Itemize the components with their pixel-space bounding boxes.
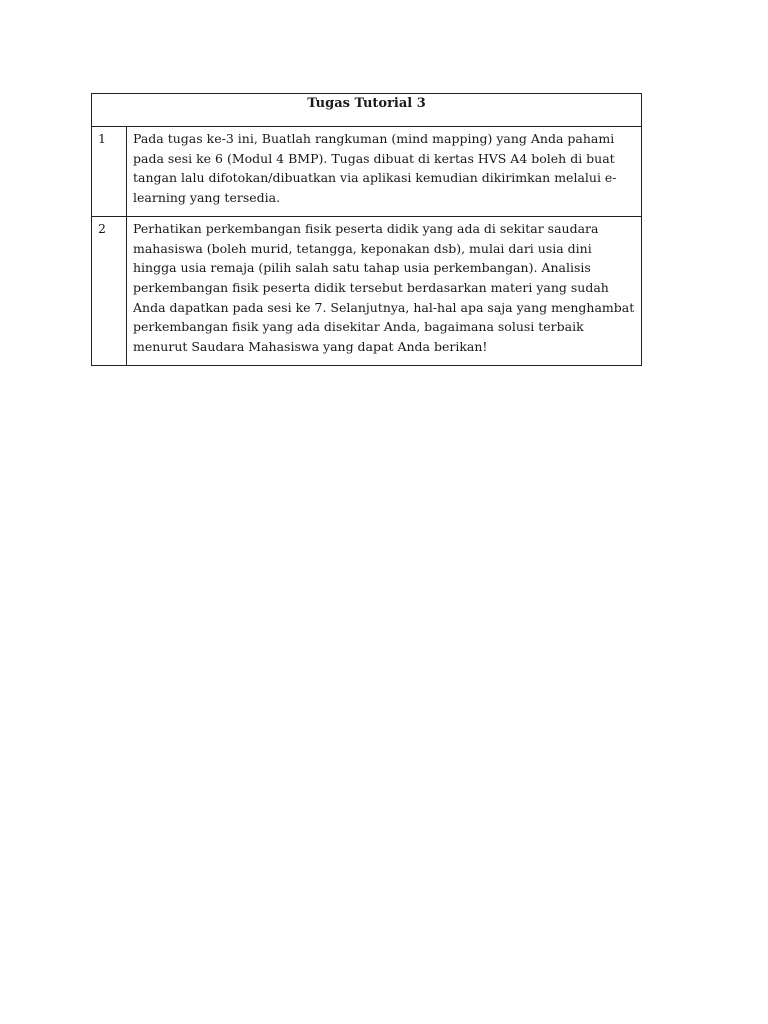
table-row [92, 127, 642, 217]
row-text: Perhatikan perkembangan fisik peserta didik yang ada di sekitar saudara mahasiswa (boleh murid, tetangga, keponakan dsb), mulai dari usia dini hingga usia remaja (pilih salah satu tahap usia perkembangan). Analisis perkembangan fisik peserta didik tersebut berdasarkan materi yang sudah Anda dapatkan pada sesi ke 7. Selanjutnya, hal-hal apa saja yang menghambat perkembangan fisik yang ada disekitar Anda, bagaimana solusi terbaik menurut Saudara Mahasiswa yang dapat Anda berikan! [127, 216, 642, 365]
table-header-row [92, 94, 642, 127]
assignment-table [91, 93, 642, 366]
table-title: Tugas Tutorial 3 [92, 94, 642, 127]
row-text: Pada tugas ke-3 ini, Buatlah rangkuman (mind mapping) yang Anda pahami pada sesi ke 6 (Modul 4 BMP). Tugas dibuat di kertas HVS A4 boleh di buat tangan lalu difotokan/dibuatkan via aplikasi kemudian dikirimkan melalui e-learning yang tersedia. [127, 127, 642, 217]
row-number: 1 [92, 127, 127, 217]
table-row [92, 216, 642, 365]
row-number: 2 [92, 216, 127, 365]
